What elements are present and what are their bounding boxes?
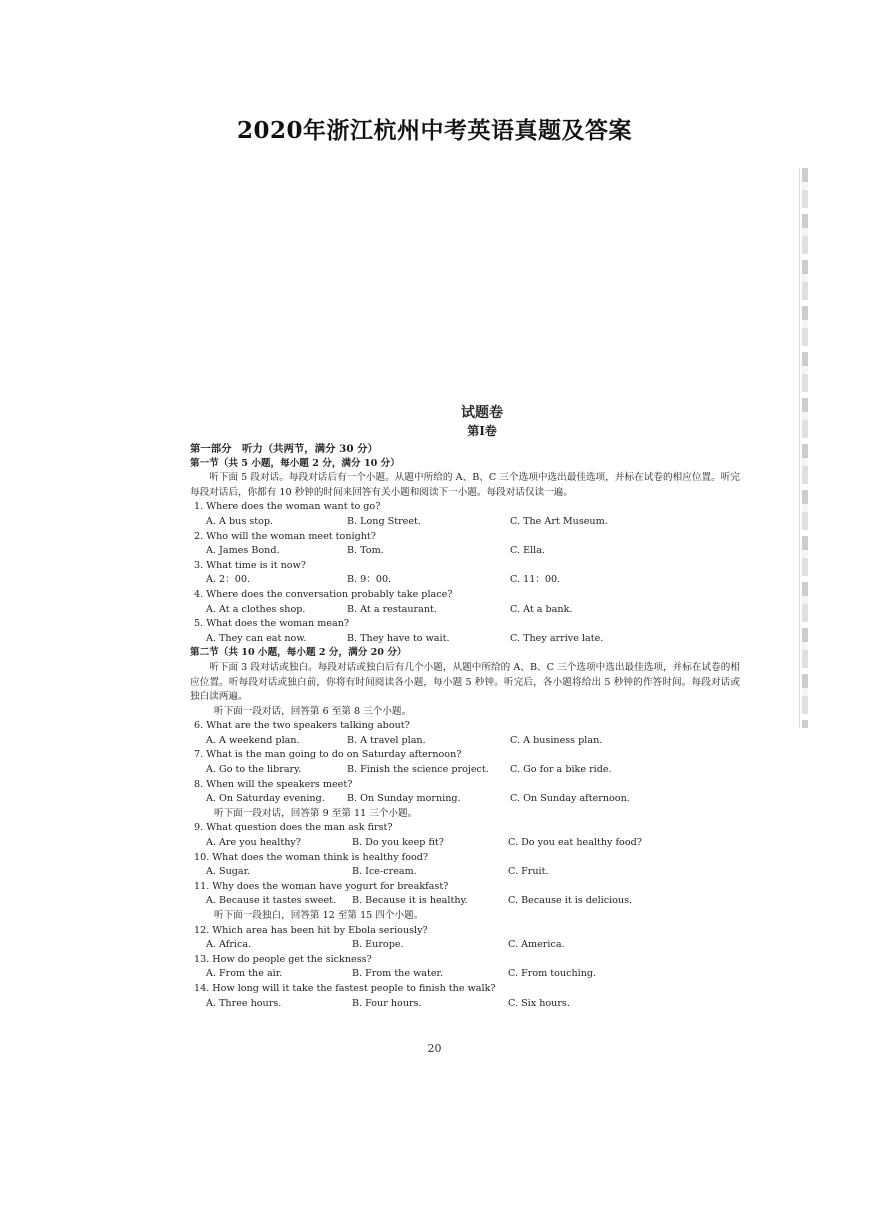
question-list [190, 821, 740, 909]
question-stem: 13. How do people get the sickness? [194, 953, 372, 965]
page-number: 20 [427, 1042, 442, 1055]
option-b: B. Do you keep fit? [352, 837, 444, 849]
section-instructions: 听下面 5 段对话。每段对话后有一个小题。从题中所给的 A、B、C 三个选项中选出最佳选项，并标在试卷的相应位置。听完每段对话后，你都有 10 秒钟的时间来回答有关小题和阅读下一小题。每段对话仅读一遍。 [190, 472, 740, 498]
option-c: C. Fruit. [508, 866, 549, 878]
option-c: C. On Sunday afternoon. [510, 793, 630, 805]
question-stem: 5. What does the woman mean? [194, 618, 350, 630]
option-b: B. 9：00. [347, 574, 392, 586]
answer-options [190, 632, 740, 647]
answer-options [190, 938, 740, 953]
question-stem: 10. What does the woman think is healthy food? [194, 851, 429, 863]
group-note: 听下面一段对话，回答第 6 至第 8 三个小题。 [214, 705, 412, 717]
option-c: C. Ella. [510, 545, 546, 557]
option-b: B. Long Street. [347, 515, 421, 527]
option-b: B. At a restaurant. [347, 603, 437, 615]
option-b: B. Ice-cream. [352, 866, 417, 878]
option-a: A. Three hours. [206, 997, 282, 1009]
exam-page [190, 404, 740, 1011]
question-list [190, 719, 740, 807]
answer-options [190, 894, 740, 909]
question-list [190, 924, 740, 1012]
option-a: A. Sugar. [206, 866, 251, 878]
option-c: C. A business plan. [510, 734, 603, 746]
question-list [190, 500, 740, 646]
option-b: B. Four hours. [352, 997, 422, 1009]
question-stem: 3. What time is it now? [194, 559, 306, 571]
exam-volume: 第Ⅰ卷 [467, 424, 497, 438]
answer-options [190, 544, 740, 559]
scan-edge-artifact-strip [802, 168, 808, 728]
question-stem: 4. Where does the conversation probably take place? [194, 588, 453, 600]
answer-options [190, 573, 740, 588]
answer-options [190, 865, 740, 880]
option-b: B. A travel plan. [347, 734, 426, 746]
question-stem: 2. Who will the woman meet tonight? [194, 530, 376, 542]
scan-edge-artifact [799, 168, 800, 728]
option-a: A. They can eat now. [206, 632, 307, 644]
answer-options [190, 967, 740, 982]
group-note: 听下面一段对话，回答第 9 至第 11 三个小题。 [214, 807, 418, 819]
question-stem: 11. Why does the woman have yogurt for breakfast? [194, 880, 449, 892]
option-c: C. Do you eat healthy food? [508, 837, 642, 849]
option-c: C. America. [508, 939, 565, 951]
section-instructions: 听下面 3 段对话或独白。每段对话或独白后有几个小题，从题中所给的 A、B、C 三个选项中选出最佳选项，并标在试卷的相应位置。听每段对话或独白前，你将有时间阅读各小题，每小题 5 秒钟。听完后，各小题将给出 5 秒钟的作答时间。每段对话或独白读两遍。 [190, 661, 740, 703]
option-b: B. On Sunday morning. [347, 793, 461, 805]
option-c: C. Six hours. [508, 997, 570, 1009]
option-a: A. A weekend plan. [206, 734, 300, 746]
option-a: A. At a clothes shop. [206, 603, 306, 615]
option-a: A. On Saturday evening. [206, 793, 325, 805]
option-c: C. The Art Museum. [510, 515, 608, 527]
answer-options [190, 515, 740, 530]
option-a: A. Because it tastes sweet. [206, 895, 337, 907]
question-stem: 1. Where does the woman want to go? [194, 501, 381, 513]
answer-options [190, 763, 740, 778]
question-stem: 6. What are the two speakers talking about? [194, 720, 410, 732]
option-c: C. Because it is delicious. [508, 895, 633, 907]
option-c: C. From touching. [508, 968, 597, 980]
option-b: B. Finish the science project. [347, 764, 489, 776]
option-a: A. Are you healthy? [206, 837, 301, 849]
option-b: B. They have to wait. [347, 632, 450, 644]
option-a: A. From the air. [206, 968, 283, 980]
option-a: A. James Bond. [206, 545, 280, 557]
option-b: B. Because it is healthy. [352, 895, 468, 907]
option-c: C. 11：00. [510, 574, 561, 586]
option-b: B. From the water. [352, 968, 444, 980]
section-title: 第二节（共 10 小题，每小题 2 分，满分 20 分） [190, 647, 407, 659]
question-stem: 7. What is the man going to do on Saturday afternoon? [194, 749, 462, 761]
question-stem: 14. How long will it take the fastest people to finish the walk? [194, 982, 496, 994]
question-stem: 8. When will the speakers meet? [194, 778, 353, 790]
question-stem: 12. Which area has been hit by Ebola seriously? [194, 924, 428, 936]
answer-options [190, 997, 740, 1012]
option-b: B. Tom. [347, 545, 384, 557]
answer-options [190, 603, 740, 618]
option-c: C. Go for a bike ride. [510, 764, 612, 776]
document-title: 2020年浙江杭州中考英语真题及答案 [236, 117, 632, 144]
answer-options [190, 836, 740, 851]
exam-heading: 试题卷 [461, 405, 503, 421]
option-a: A. Africa. [206, 939, 252, 951]
option-a: A. 2：00. [206, 574, 250, 586]
group-note: 听下面一段独白，回答第 12 至第 15 四个小题。 [214, 910, 424, 921]
section-title: 第一节（共 5 小题，每小题 2 分，满分 10 分） [190, 457, 400, 469]
answer-options [190, 734, 740, 749]
option-b: B. Europe. [352, 939, 404, 951]
option-c: C. They arrive late. [510, 632, 604, 644]
option-a: A. A bus stop. [206, 515, 274, 527]
option-a: A. Go to the library. [206, 764, 302, 776]
answer-options [190, 792, 740, 807]
question-stem: 9. What question does the man ask first? [194, 822, 393, 834]
option-c: C. At a bank. [510, 603, 573, 615]
part-title: 第一部分 听力（共两节，满分 30 分） [190, 443, 378, 455]
